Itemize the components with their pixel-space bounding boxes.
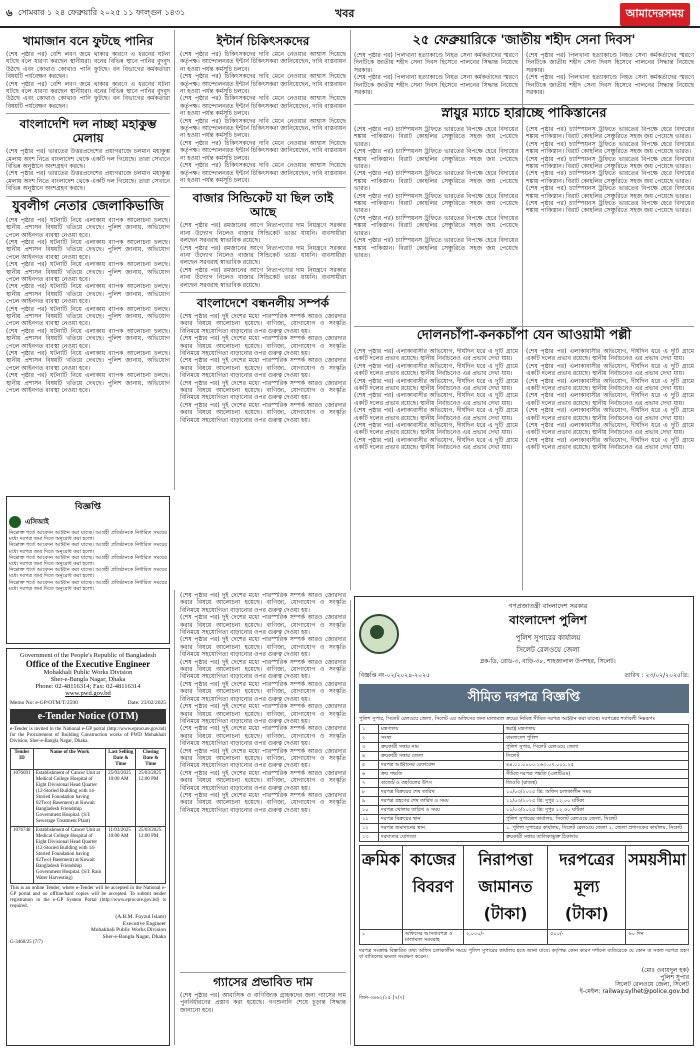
otm-cell: 25/03/2025 12:00 PM [136,769,166,826]
column-1 [6,32,170,492]
article-body-3e: (শেষ পৃষ্ঠার পর) ঘটনাটি নিয়ে এলাকায় ব্যাপক আলোচনা চলছে। স্থানীয় প্রশাসন বিষয়টি খতিয়ে দেখছে। পুলিশ জানায়, অভিযোগ পেলে আইনগত ব্যবস্থা নেওয়া হবে। [6,305,170,328]
otm-col-sell: Last Selling Date & Time [106,748,136,769]
police-item-table [359,845,689,945]
article-body-6g: (শেষ পৃষ্ঠার পর) দুই দেশের মধ্যে পারস্পরিক সম্পর্ক আরও জোরদার করার বিষয়ে আলোচনা হয়েছে। বাণিজ্য, যোগাযোগ ও সংস্কৃতি বিনিময়ে সহযোগিতা বাড়ানোর ওপর গুরুত্ব দেওয়া হয়। [180,614,346,637]
article-body-8d: (শেষ পৃষ্ঠার পর) চ্যাম্পিয়নস ট্রফিতে ভারতের বিপক্ষে হেরে বিদায়ের শঙ্কায় পাকিস্তান। বিরাট কোহলির সেঞ্চুরিতে সহজ জয় পেয়েছে ভারত। [354,192,518,215]
police-cell: ৫ [360,761,379,770]
article-body-6h: (শেষ পৃষ্ঠার পর) দুই দেশের মধ্যে পারস্পরিক সম্পর্ক আরও জোরদার করার বিষয়ে আলোচনা হয়েছে। বাণিজ্য, যোগাযোগ ও সংস্কৃতি বিনিময়ে সহযোগিতা বাড়ানোর ওপর গুরুত্ব দেওয়া হয়। [180,636,346,659]
brand-logo: আমাদেরসময় [620,3,690,26]
article-body-9i: (শেষ পৃষ্ঠার পর) এলাকাবাসীর অভিযোগ, দীর্ঘদিন ধরে এ দুটি গ্রামে একটি দলের প্রভাব রয়েছে। স্থানীয় নির্বাচনেও এর প্রভাব দেখা যায়। [526,362,694,378]
table-row [360,779,689,788]
article-body-9f: (শেষ পৃষ্ঠার পর) এলাকাবাসীর অভিযোগ, দীর্ঘদিন ধরে এ দুটি গ্রামে একটি দলের প্রভাব রয়েছে। স্থানীয় নির্বাচনেও এর প্রভাব দেখা যায়। [354,422,518,437]
police-cell: বাজেট ও তহবিলের উৎস [379,779,504,788]
article-body-6: (শেষ পৃষ্ঠার পর) দুই দেশের মধ্যে পারস্পরিক সম্পর্ক আরও জোরদার করার বিষয়ে আলোচনা হয়েছে। বাণিজ্য, যোগাযোগ ও সংস্কৃতি বিনিময়ে সহযোগিতা বাড়ানোর ওপর গুরুত্ব দেওয়া হয়। [180,312,346,335]
police-cell: ১৩ [360,833,379,842]
article-body-8k: (শেষ পৃষ্ঠার পর) চ্যাম্পিয়নস ট্রফিতে ভারতের বিপক্ষে হেরে বিদায়ের শঙ্কায় পাকিস্তান। বিরাট কোহলির সেঞ্চুরিতে সহজ জয় পেয়েছে ভারত। [526,185,694,200]
article-body-6d: (শেষ পৃষ্ঠার পর) দুই দেশের মধ্যে পারস্পরিক সম্পর্ক আরও জোরদার করার বিষয়ে আলোচনা হয়েছে। বাণিজ্য, যোগাযোগ ও সংস্কৃতি বিনিময়ে সহযোগিতা বাড়ানোর ওপর গুরুত্ব দেওয়া হয়। [180,379,346,402]
article-body-4f: (শেষ পৃষ্ঠার পর) চিকিৎসকদের দাবি মেনে নেওয়ার আশ্বাস দিয়েছে কর্তৃপক্ষ। আন্দোলনরত ইন্টার্ন চিকিৎসকরা জানিয়েছেন, দাবি বাস্তবায়ন না হওয়া পর্যন্ত কর্মসূচি চলবে। [180,162,346,184]
article-body-9h: (শেষ পৃষ্ঠার পর) এলাকাবাসীর অভিযোগ, দীর্ঘদিন ধরে এ দুটি গ্রামে একটি দলের প্রভাব রয়েছে। স্থানীয় নির্বাচনেও এর প্রভাব দেখা যায়। [526,348,694,363]
article-body-7b: (শেষ পৃষ্ঠার পর) পিলখানা হত্যাকাণ্ডে নিহত সেনা কর্মকর্তাদের স্মরণে দিনটিকে জাতীয় শহীদ সেনা দিবস হিসেবে পালনের সিদ্ধান্ত নিয়েছে সরকার। [354,74,518,97]
police-info-table [359,724,689,842]
police-office: পুলিশ সুপারের কার্যালয় [515,634,581,642]
police-cell: ৩ [360,743,379,752]
ad-lines-4: নিম্নোক্ত শর্তে আবেদন আহ্বান করা যাচ্ছে। আগ্রহী প্রতিষ্ঠানকে নির্ধারিত সময়ের মধ্যে দরপত্র জমা দিতে অনুরোধ করা হলো। [9,567,167,580]
article-body-6b: (শেষ পৃষ্ঠার পর) দুই দেশের মধ্যে পারস্পরিক সম্পর্ক আরও জোরদার করার বিষয়ে আলোচনা হয়েছে। বাণিজ্য, যোগাযোগ ও সংস্কৃতি বিনিময়ে সহযোগিতা বাড়ানোর ওপর গুরুত্ব দেওয়া হয়। [180,335,346,357]
police-memo: বিজ্ঞপ্তি নং-০২/২০২৪-২০২৫ [359,672,430,679]
police-cell: ৪৪.০১.০০০০.১৬৩.০৭.০০১.২৫ [504,761,689,770]
table-row [360,743,689,752]
article-body-9e: (শেষ পৃষ্ঠার পর) এলাকাবাসীর অভিযোগ, দীর্ঘদিন ধরে এ দুটি গ্রামে একটি দলের প্রভাব রয়েছে। স্থানীয় নির্বাচনেও এর প্রভাব দেখা যায়। [354,407,518,422]
article-body-2: (শেষ পৃষ্ঠার পর) ভারতের উত্তরপ্রদেশের প্রয়াগরাজে চলমান মহাকুম্ভ মেলায় অংশ নিতে বাংলাদেশ থেকে একটি দল গিয়েছে। তারা সেখানে বিভিন্ন অনুষ্ঠানে অংশগ্রহণ করছে। [6,148,170,171]
item-col-security: নিরাপত্তা জামানত (টাকা) [463,846,547,930]
ad-company: এসিআই [25,518,49,526]
article-body-8: (শেষ পৃষ্ঠার পর) চ্যাম্পিয়নস ট্রফিতে ভারতের বিপক্ষে হেরে বিদায়ের শঙ্কায় পাকিস্তান। বিরাট কোহলির সেঞ্চুরিতে সহজ জয় পেয়েছে ভারত। [354,126,518,148]
police-cell: ১ [360,725,379,734]
headline-10: গ্যাসের প্রভাবিত দাম [213,975,313,989]
item-cell: ৫০০/- [548,930,626,945]
table-row [360,761,689,770]
column-3b [354,126,518,326]
police-cell: দরপত্র বিক্রয়ের স্থান [379,815,504,824]
article-body-6f: (শেষ পৃষ্ঠার পর) দুই দেশের মধ্যে পারস্পরিক সম্পর্ক আরও জোরদার করার বিষয়ে আলোচনা হয়েছে। বাণিজ্য, যোগাযোগ ও সংস্কৃতি বিনিময়ে সহযোগিতা বাড়ানোর ওপর গুরুত্ব দেওয়া হয়। [180,592,346,614]
otm-sign-addr: Sher-e-Bangla Nagar, Dhaka [102,933,166,940]
headline-4: ইন্টার্ন চিকিৎসকদের [216,34,310,48]
police-cell: ক্রয়কারী সত্তার জেলা [379,752,504,761]
article-body-4b: (শেষ পৃষ্ঠার পর) চিকিৎসকদের দাবি মেনে নেওয়ার আশ্বাস দিয়েছে কর্তৃপক্ষ। আন্দোলনরত ইন্টার্ন চিকিৎসকরা জানিয়েছেন, দাবি বাস্তবায়ন না হওয়া পর্যন্ত কর্মসূচি চলবে। [180,73,346,96]
article-body-9l: (শেষ পৃষ্ঠার পর) এলাকাবাসীর অভিযোগ, দীর্ঘদিন ধরে এ দুটি গ্রামে একটি দলের প্রভাব রয়েছে। স্থানীয় নির্বাচনেও এর প্রভাব দেখা যায়। [526,407,694,422]
police-org: বাংলাদেশ পুলিশ [509,613,587,627]
article-body-9k: (শেষ পৃষ্ঠার পর) এলাকাবাসীর অভিযোগ, দীর্ঘদিন ধরে এ দুটি গ্রামে একটি দলের প্রভাব রয়েছে। স্থানীয় নির্বাচনেও এর প্রভাব দেখা যায়। [526,392,694,407]
column-4a [526,52,694,104]
article-body-3b: (শেষ পৃষ্ঠার পর) ঘটনাটি নিয়ে এলাকায় ব্যাপক আলোচনা চলছে। স্থানীয় প্রশাসন বিষয়টি খতিয়ে দেখছে। পুলিশ জানায়, অভিযোগ পেলে আইনগত ব্যবস্থা নেওয়া হবে। [6,238,170,261]
table-row [360,752,689,761]
table-row [360,815,689,824]
otm-memo: Memo No: e-GP/OTM/T/2590 [10,700,78,706]
article-body-8b: (শেষ পৃষ্ঠার পর) চ্যাম্পিয়নস ট্রফিতে ভারতের বিপক্ষে হেরে বিদায়ের শঙ্কায় পাকিস্তান। বিরাট কোহলির সেঞ্চুরিতে সহজ জয় পেয়েছে ভারত। [354,148,518,171]
table-row [360,797,689,806]
police-ref: জিন-৩৪৬২/২৫ (৭/৭) [359,994,405,1001]
article-body-8j: (শেষ পৃষ্ঠার পর) চ্যাম্পিয়নস ট্রফিতে ভারতের বিপক্ষে হেরে বিদায়ের শঙ্কায় পাকিস্তান। বিরাট কোহলির সেঞ্চুরিতে সহজ জয় পেয়েছে ভারত। [526,170,694,185]
police-sign-name: (মোঃ ওবায়দুল হক) [641,966,689,974]
table-row [360,788,689,797]
otm-cell: Establishment of Cancer Unit at Medical College Hospital of Eight Divisional Head Quarter (12-Storied Building with 14-Storied Foundation having 02Two) Basement) at Kuwait Bangladesh Friendship Government Hospital. (S/I: Sewerage Treatment Plant) [33,769,105,826]
police-tender-notice [354,596,694,1046]
headline-9: দোলনচাঁপা-কনকচাঁপা যেন আওয়ামী পল্লী [416,328,632,343]
ad-notice-left [6,496,170,644]
page-number: ৬ [6,8,13,19]
article-gas [180,972,346,1047]
police-date: তারিখ : ২৩/০২/২০২৫খ্রি: [624,672,689,679]
otm-address: Sher-e-Bangla Nagar, Dhaka [50,676,126,683]
ad-title: বিজ্ঞপ্তি [74,502,102,512]
item-col-serial: ক্রমিক [360,846,403,930]
article-body-8e: (শেষ পৃষ্ঠার পর) চ্যাম্পিয়নস ট্রফিতে ভারতের বিপক্ষে হেরে বিদায়ের শঙ্কায় পাকিস্তান। বিরাট কোহলির সেঞ্চুরিতে সহজ জয় পেয়েছে ভারত। [354,214,518,237]
otm-date: Date: 23/02/2025 [127,700,166,706]
article-body-9j: (শেষ পৃষ্ঠার পর) এলাকাবাসীর অভিযোগ, দীর্ঘদিন ধরে এ দুটি গ্রামে একটি দলের প্রভাব রয়েছে। স্থানীয় নির্বাচনেও এর প্রভাব দেখা যায়। [526,377,694,393]
ad-lines-2: নিম্নোক্ত শর্তে আবেদন আহ্বান করা যাচ্ছে। আগ্রহী প্রতিষ্ঠানকে নির্ধারিত সময়ের মধ্যে দরপত্র জমা দিতে অনুরোধ করা হলো। [9,542,167,555]
police-sign-unit: সিলেট রেলওয়ে জেলা, সিলেট [615,980,689,988]
otm-cell: Establishment of Cancer Unit at Medical College Hospital of Eight Divisional Head Quarter (12-Storied Building with 14-Storied Foundation having 02Two) Basement) at Kuwait Bangladesh Friendship Government Hospital. (S/I: Rain Water Harvesting) [33,826,105,883]
table-row [360,824,689,833]
article-body-9n: (শেষ পৃষ্ঠার পর) এলাকাবাসীর অভিযোগ, দীর্ঘদিন ধরে এ দুটি গ্রামে একটি দলের প্রভাব রয়েছে। স্থানীয় নির্বাচনেও এর প্রভাব দেখা যায়। [526,436,694,452]
headline-3: যুবলীগ নেতার জেলাকিভাজি [12,198,164,214]
article-body-1b: (শেষ পৃষ্ঠার পর) বেশি লবণ জমে থাকার কারণে এ ধরনের ঘটনা ঘটছে বলে ধারণা করছেন স্থানীয়রা। বনের বিভিন্ন স্থানে পানির বুদবুদ উঠছে এবং কোথাও কোথাও পানি ফুটছে। বন বিভাগের কর্মকর্তারা বিষয়টি পর্যবেক্ষণ করছেন। [6,80,170,110]
police-cell: দরপত্র জমাদানের স্থান [379,824,504,833]
article-body-6l: (শেষ পৃষ্ঠার পর) দুই দেশের মধ্যে পারস্পরিক সম্পর্ক আরও জোরদার করার বিষয়ে আলোচনা হয়েছে। বাণিজ্য, যোগাযোগ ও সংস্কৃতি বিনিময়ে সহযোগিতা বাড়ানোর ওপর গুরুত্ব দেওয়া হয়। [180,725,346,748]
article-body-8c: (শেষ পৃষ্ঠার পর) চ্যাম্পিয়নস ট্রফিতে ভারতের বিপক্ষে হেরে বিদায়ের শঙ্কায় পাকিস্তান। বিরাট কোহলির সেঞ্চুরিতে সহজ জয় পেয়েছে ভারত। [354,170,518,193]
column-2 [180,32,346,588]
otm-sign-div: Mohakhali Public Works Division [90,927,166,934]
article-body-7d: (শেষ পৃষ্ঠার পর) পিলখানা হত্যাকাণ্ডে নিহত সেনা কর্মকর্তাদের স্মরণে দিনটিকে জাতীয় শহীদ সেনা দিবস হিসেবে পালনের সিদ্ধান্ত নিয়েছে সরকার। [526,74,694,97]
police-cell: ২ [360,734,379,743]
headline-5: বাজার সিন্ডিকেট যা ছিল তাই আছে [192,191,334,220]
article-body-6c: (শেষ পৃষ্ঠার পর) দুই দেশের মধ্যে পারস্পরিক সম্পর্ক আরও জোরদার করার বিষয়ে আলোচনা হয়েছে। বাণিজ্য, যোগাযোগ ও সংস্কৃতি বিনিময়ে সহযোগিতা বাড়ানোর ওপর গুরুত্ব দেওয়া হয়। [180,357,346,380]
police-cell: দরপত্র গ্রহণের শেষ তারিখ ও সময় [379,797,504,806]
table-row [360,725,689,734]
otm-office: Office of the Executive Engineer [25,659,151,669]
table-row [360,930,689,945]
police-cell: ক্রয়কারী সত্তার তালিকাভুক্ত ঠিকাদার [504,833,689,842]
otm-division: Mohakhali Public Works Division [43,669,133,676]
ad-lines: নিম্নোক্ত শর্তে আবেদন আহ্বান করা যাচ্ছে। আগ্রহী প্রতিষ্ঠানকে নির্ধারিত সময়ের মধ্যে দরপত্র জমা দিতে অনুরোধ করা হলো। [9,530,167,543]
article-body-9m: (শেষ পৃষ্ঠার পর) এলাকাবাসীর অভিযোগ, দীর্ঘদিন ধরে এ দুটি গ্রামে একটি দলের প্রভাব রয়েছে। স্থানীয় নির্বাচনেও এর প্রভাব দেখা যায়। [526,422,694,437]
police-cell: দরপত্র বিক্রয়ের শেষ তারিখ [379,788,504,797]
article-body-4e: (শেষ পৃষ্ঠার পর) চিকিৎসকদের দাবি মেনে নেওয়ার আশ্বাস দিয়েছে কর্তৃপক্ষ। আন্দোলনরত ইন্টার্ন চিকিৎসকরা জানিয়েছেন, দাবি বাস্তবায়ন না হওয়া পর্যন্ত কর্মসূচি চলবে। [180,139,346,162]
police-gov: গণপ্রজাতন্ত্রী বাংলাদেশ সরকার [508,602,588,610]
article-body-10: (শেষ পৃষ্ঠার পর) আবাসিক ও বাণিজ্যিক গ্রাহকদের জন্য গ্যাসের দাম পুনর্নির্ধারণের প্রস্তাব করা হয়েছে। গণশুনানি শেষে চূড়ান্ত সিদ্ধান্ত জানানো হবে। [180,992,346,1014]
otm-cell: 25/03/2025 12:00 PM [136,826,166,883]
otm-cell: 25/03/2025 10:00 AM [106,769,136,826]
article-body-5b: (শেষ পৃষ্ঠার পর) রমজানের আগে নিত্যপণ্যের দাম নিয়ন্ত্রণে সরকার নানা উদ্যোগ নিলেও বাজার সিন্ডিকেট ভাঙা যায়নি। ব্যবসায়ীরা বলছেন সরবরাহ স্বাভাবিক রয়েছে। [180,244,346,267]
police-cell: ১২ [360,824,379,833]
item-col-price: দরপত্রের মূল্য (টাকা) [548,846,626,930]
article-body-9g: (শেষ পৃষ্ঠার পর) এলাকাবাসীর অভিযোগ, দীর্ঘদিন ধরে এ দুটি গ্রামে একটি দলের প্রভাব রয়েছে। স্থানীয় নির্বাচনেও এর প্রভাব দেখা যায়। [354,436,518,452]
police-cell: ১. পুলিশ সুপারের কার্যালয়, সিলেট রেলওয়ে জেলা ২. জেলা প্রশাসকের কার্যালয়, সিলেট [504,824,689,833]
company-logo-icon [9,516,21,528]
article-body-7c: (শেষ পৃষ্ঠার পর) পিলখানা হত্যাকাণ্ডে নিহত সেনা কর্মকর্তাদের স্মরণে দিনটিকে জাতীয় শহীদ সেনা দিবস হিসেবে পালনের সিদ্ধান্ত নিয়েছে সরকার। [526,52,694,74]
otm-sign-title: Executive Engineer [122,920,166,927]
article-body-5: (শেষ পৃষ্ঠার পর) রমজানের আগে নিত্যপণ্যের দাম নিয়ন্ত্রণে সরকার নানা উদ্যোগ নিলেও বাজার সিন্ডিকেট ভাঙা যায়নি। ব্যবসায়ীরা বলছেন সরবরাহ স্বাভাবিক রয়েছে। [180,222,346,245]
article-body-8f: (শেষ পৃষ্ঠার পর) চ্যাম্পিয়নস ট্রফিতে ভারতের বিপক্ষে হেরে বিদায়ের শঙ্কায় পাকিস্তান। বিরাট কোহলির সেঞ্চুরিতে সহজ জয় পেয়েছে ভারত। [354,237,518,259]
police-cell: ৯ [360,797,379,806]
police-cell: বাংলাদেশ পুলিশ [504,734,689,743]
article-body-3g: (শেষ পৃষ্ঠার পর) ঘটনাটি নিয়ে এলাকায় ব্যাপক আলোচনা চলছে। স্থানীয় প্রশাসন বিষয়টি খতিয়ে দেখছে। পুলিশ জানায়, অভিযোগ পেলে আইনগত ব্যবস্থা নেওয়া হবে। [6,350,170,372]
article-body-8h: (শেষ পৃষ্ঠার পর) চ্যাম্পিয়নস ট্রফিতে ভারতের বিপক্ষে হেরে বিদায়ের শঙ্কায় পাকিস্তান। বিরাট কোহলির সেঞ্চুরিতে সহজ জয় পেয়েছে ভারত। [526,140,694,156]
headline-1: খামাজান বনে ফুটছে পানির [22,34,154,48]
column-3c [354,348,518,588]
item-cell: অফিসের আসবাবপত্র ও মালামাল সরবরাহ [403,930,464,945]
article-body-4: (শেষ পৃষ্ঠার পর) চিকিৎসকদের দাবি মেনে নেওয়ার আশ্বাস দিয়েছে কর্তৃপক্ষ। আন্দোলনরত ইন্টার্ন চিকিৎসকরা জানিয়েছেন, দাবি বাস্তবায়ন না হওয়া পর্যন্ত কর্মসূচি চলবে। [180,51,346,73]
police-cell: ক্রয়কারী সত্তার নাম [379,743,504,752]
otm-col-id: Tender ID [11,748,34,769]
police-cell: ১১/০৩/২০২৫ খ্রি: দুপুর ১২.০০ ঘটিকা [504,797,689,806]
police-addr: ব্লক-ডি, রোড-৩, বাড়ি-৩৮, শাহজালাল উপশহর, সিলেট। [480,658,616,665]
police-cell: সিলেট [504,752,689,761]
ad-lines-3: নিম্নোক্ত শর্তে আবেদন আহ্বান করা যাচ্ছে। আগ্রহী প্রতিষ্ঠানকে নির্ধারিত সময়ের মধ্যে দরপত্র জমা দিতে অনুরোধ করা হলো। [9,554,167,568]
otm-web[interactable]: www.pwd.gov.bd [65,690,111,697]
column-2-bottom [180,592,346,968]
table-row [360,806,689,815]
police-cell: ১০ [360,806,379,815]
police-cell: ক্রয় পদ্ধতি [379,770,504,779]
article-body-7: (শেষ পৃষ্ঠার পর) পিলখানা হত্যাকাণ্ডে নিহত সেনা কর্মকর্তাদের স্মরণে দিনটিকে জাতীয় শহীদ সেনা দিবস হিসেবে পালনের সিদ্ধান্ত নিয়েছে সরকার। [354,52,518,74]
table-row [11,826,166,883]
otm-banner: e-Tender Notice (OTM) [10,709,166,724]
police-cell: জিওবি (রাজস্ব) [504,779,689,788]
otm-table [10,748,166,884]
police-cell: দরদাতার যোগ্যতা [379,833,504,842]
police-cell: ৪ [360,752,379,761]
table-row [360,770,689,779]
column-4b [526,126,694,326]
police-cell: পুলিশ সুপার, সিলেট রেলওয়ে জেলা [504,743,689,752]
article-body-6e: (শেষ পৃষ্ঠার পর) দুই দেশের মধ্যে পারস্পরিক সম্পর্ক আরও জোরদার করার বিষয়ে আলোচনা হয়েছে। বাণিজ্য, যোগাযোগ ও সংস্কৃতি বিনিময়ে সহযোগিতা বাড়ানোর ওপর গুরুত্ব দেওয়া হয়। [180,401,346,424]
article-body-6j: (শেষ পৃষ্ঠার পর) দুই দেশের মধ্যে পারস্পরিক সম্পর্ক আরও জোরদার করার বিষয়ে আলোচনা হয়েছে। বাণিজ্য, যোগাযোগ ও সংস্কৃতি বিনিময়ে সহযোগিতা বাড়ানোর ওপর গুরুত্ব দেওয়া হয়। [180,680,346,703]
police-sign-contact: ই-মেইল: railway.sylhet@police.gov.bd [579,987,689,995]
article-body-8i: (শেষ পৃষ্ঠার পর) চ্যাম্পিয়নস ট্রফিতে ভারতের বিপক্ষে হেরে বিদায়ের শঙ্কায় পাকিস্তান। বিরাট কোহলির সেঞ্চুরিতে সহজ জয় পেয়েছে ভারত। [526,155,694,171]
item-col-desc: কাজের বিবরণ [403,846,464,930]
headline-6: বাংলাদেশে বন্ধনলীয় সম্পর্ক [196,295,330,310]
ad-lines-5: নিম্নোক্ত শর্তে আবেদন আহ্বান করা যাচ্ছে। আগ্রহী প্রতিষ্ঠানকে নির্ধারিত সময়ের মধ্যে দরপত্র জমা দিতে অনুরোধ করা হলো। [9,579,167,592]
police-cell: দরপত্র আহ্বানের রেফারেন্স [379,761,504,770]
otm-ref: G-3460/25 (7/7) [10,940,43,946]
article-body-6k: (শেষ পৃষ্ঠার পর) দুই দেশের মধ্যে পারস্পরিক সম্পর্ক আরও জোরদার করার বিষয়ে আলোচনা হয়েছে। বাণিজ্য, যোগাযোগ ও সংস্কৃতি বিনিময়ে সহযোগিতা বাড়ানোর ওপর গুরুত্ব দেওয়া হয়। [180,703,346,725]
otm-col-work: Name of the Work [33,748,105,769]
article-body-6m: (শেষ পৃষ্ঠার পর) দুই দেশের মধ্যে পারস্পরিক সম্পর্ক আরও জোরদার করার বিষয়ে আলোচনা হয়েছে। বাণিজ্য, যোগাযোগ ও সংস্কৃতি বিনিময়ে সহযোগিতা বাড়ানোর ওপর গুরুত্ব দেওয়া হয়। [180,747,346,770]
article-body-4c: (শেষ পৃষ্ঠার পর) চিকিৎসকদের দাবি মেনে নেওয়ার আশ্বাস দিয়েছে কর্তৃপক্ষ। আন্দোলনরত ইন্টার্ন চিকিৎসকরা জানিয়েছেন, দাবি বাস্তবায়ন না হওয়া পর্যন্ত কর্মসূচি চলবে। [180,95,346,118]
column-3a [354,52,518,104]
police-cell: সীমিত দরপত্র পদ্ধতি (এলটিএম) [504,770,689,779]
table-row [360,734,689,743]
article-body-9d: (শেষ পৃষ্ঠার পর) এলাকাবাসীর অভিযোগ, দীর্ঘদিন ধরে এ দুটি গ্রামে একটি দলের প্রভাব রয়েছে। স্থানীয় নির্বাচনেও এর প্রভাব দেখা যায়। [354,392,518,407]
article-body-3f: (শেষ পৃষ্ঠার পর) ঘটনাটি নিয়ে এলাকায় ব্যাপক আলোচনা চলছে। স্থানীয় প্রশাসন বিষয়টি খতিয়ে দেখছে। পুলিশ জানায়, অভিযোগ পেলে আইনগত ব্যবস্থা নেওয়া হবে। [6,327,170,350]
police-cell: সংস্থা [379,734,504,743]
police-cell: মন্ত্রণালয় [379,725,504,734]
headline-block-8 [354,104,694,125]
headline-block-9 [354,326,694,349]
section-name: খবর [335,7,355,20]
article-body-5c: (শেষ পৃষ্ঠার পর) রমজানের আগে নিত্যপণ্যের দাম নিয়ন্ত্রণে সরকার নানা উদ্যোগ নিলেও বাজার সিন্ডিকেট ভাঙা যায়নি। ব্যবসায়ীরা বলছেন সরবরাহ স্বাভাবিক রয়েছে। [180,266,346,289]
page-header [0,0,700,28]
article-body-9: (শেষ পৃষ্ঠার পর) এলাকাবাসীর অভিযোগ, দীর্ঘদিন ধরে এ দুটি গ্রামে একটি দলের প্রভাব রয়েছে। স্থানীয় নির্বাচনেও এর প্রভাব দেখা যায়। [354,348,518,363]
article-body-9c: (শেষ পৃষ্ঠার পর) এলাকাবাসীর অভিযোগ, দীর্ঘদিন ধরে এ দুটি গ্রামে একটি দলের প্রভাব রয়েছে। স্থানীয় নির্বাচনেও এর প্রভাব দেখা যায়। [354,377,518,393]
otm-cell: 1076691 [11,769,34,826]
police-sign-title: পুলিশ সুপার [660,973,689,981]
otm-footnote: This is an online Tender, where e-Tender will be accepted in the National e-GP portal and no offline/hard copies will be accepted. To submit tender registration in the e-GP System Portal (http://www.eprocure.gov.bd) is required. [10,885,166,910]
item-cell: ৬০ দিন [626,930,689,945]
otm-col-close: Closing Date & Time [136,748,166,769]
police-sub: সিলেট রেলওয়ে জেলা [516,646,580,654]
otm-sign-name: (A.B.M. Foyzul Islam) [115,914,166,921]
item-col-time: সময়সীমা [626,846,689,930]
police-notes: দরপত্র সংক্রান্ত বিস্তারিত তথ্য অফিস চলাকালীন সময়ে পুলিশ সুপারের কার্যালয় হতে জানা যাবে। কর্তৃপক্ষ কোন কারণ দর্শানো ব্যতিরেকে যে কোন বা সকল দরপত্র গ্রহণ বা বাতিলের ক্ষমতা সংরক্ষণ করেন। [359,948,689,961]
item-cell: ২,০০০/- [463,930,547,945]
otm-gov: Government of the People's Republic of Bangladesh [19,652,157,659]
headline-2: বাংলাদেশি দল নাচ্ছা মহাকুম্ভ মেলায় [19,117,157,146]
issue-date: সোমবার ১ ২৪ ফেব্রুয়ারি ২০২৫ ১১ ফাল্গুন ১৪৩১ [18,8,186,17]
article-body-3c: (শেষ পৃষ্ঠার পর) ঘটনাটি নিয়ে এলাকায় ব্যাপক আলোচনা চলছে। স্থানীয় প্রশাসন বিষয়টি খতিয়ে দেখছে। পুলিশ জানায়, অভিযোগ পেলে আইনগত ব্যবস্থা নেওয়া হবে। [6,261,170,283]
table-row [11,769,166,826]
article-body-4d: (শেষ পৃষ্ঠার পর) চিকিৎসকদের দাবি মেনে নেওয়ার আশ্বাস দিয়েছে কর্তৃপক্ষ। আন্দোলনরত ইন্টার্ন চিকিৎসকরা জানিয়েছেন, দাবি বাস্তবায়ন না হওয়া পর্যন্ত কর্মসূচি চলবে। [180,117,346,140]
article-body-1: (শেষ পৃষ্ঠার পর) বেশি লবণ জমে থাকার কারণে এ ধরনের ঘটনা ঘটছে বলে ধারণা করছেন স্থানীয়রা। বনের বিভিন্ন স্থানে পানির বুদবুদ উঠছে এবং কোথাও কোথাও পানি ফুটছে। বন বিভাগের কর্মকর্তারা বিষয়টি পর্যবেক্ষণ করছেন। [6,51,170,81]
headline-7: ২৫ ফেব্রুয়ারিকে 'জাতীয় শহীদ সেনা দিবস' [412,33,636,48]
otm-tender-notice [6,648,170,1046]
police-cell: ১১ [360,815,379,824]
article-body-8g: (শেষ পৃষ্ঠার পর) চ্যাম্পিয়নস ট্রফিতে ভারতের বিপক্ষে হেরে বিদায়ের শঙ্কায় পাকিস্তান। বিরাট কোহলির সেঞ্চুরিতে সহজ জয় পেয়েছে ভারত। [526,126,694,141]
police-cell: ১০/০৩/২০২৫ খ্রি: অফিস চলাকালীন সময় [504,788,689,797]
article-body-3: (শেষ পৃষ্ঠার পর) ঘটনাটি নিয়ে এলাকায় ব্যাপক আলোচনা চলছে। স্থানীয় প্রশাসন বিষয়টি খতিয়ে দেখছে। পুলিশ জানায়, অভিযোগ পেলে আইনগত ব্যবস্থা নেওয়া হবে। [6,216,170,239]
police-cell: ১১/০৩/২০২৫ খ্রি: দুপুর ১২.৩০ ঘটিকা [504,806,689,815]
police-cell: স্বরাষ্ট্র মন্ত্রণালয় [504,725,689,734]
headline-8: স্নায়ুর ম্যাচে হারাচ্ছে পাকিস্তানের [441,106,607,121]
otm-cell: 1076748 [11,826,34,883]
police-seal-icon [359,614,399,654]
article-body-3h: (শেষ পৃষ্ঠার পর) ঘটনাটি নিয়ে এলাকায় ব্যাপক আলোচনা চলছে। স্থানীয় প্রশাসন বিষয়টি খতিয়ে দেখছে। পুলিশ জানায়, অভিযোগ পেলে আইনগত ব্যবস্থা নেওয়া হবে। [6,372,170,395]
police-banner: সীমিত দরপত্র বিজ্ঞপ্তি [359,684,689,713]
article-body-8l: (শেষ পৃষ্ঠার পর) চ্যাম্পিয়নস ট্রফিতে ভারতের বিপক্ষে হেরে বিদায়ের শঙ্কায় পাকিস্তান। বিরাট কোহলির সেঞ্চুরিতে সহজ জয় পেয়েছে ভারত। [526,200,694,215]
column-4c [526,348,694,588]
table-row [360,833,689,842]
article-body-3d: (শেষ পৃষ্ঠার পর) ঘটনাটি নিয়ে এলাকায় ব্যাপক আলোচনা চলছে। স্থানীয় প্রশাসন বিষয়টি খতিয়ে দেখছে। পুলিশ জানায়, অভিযোগ পেলে আইনগত ব্যবস্থা নেওয়া হবে। [6,283,170,306]
article-body-6n: (শেষ পৃষ্ঠার পর) দুই দেশের মধ্যে পারস্পরিক সম্পর্ক আরও জোরদার করার বিষয়ে আলোচনা হয়েছে। বাণিজ্য, যোগাযোগ ও সংস্কৃতি বিনিময়ে সহযোগিতা বাড়ানোর ওপর গুরুত্ব দেওয়া হয়। [180,769,346,792]
police-cell: ৬ [360,770,379,779]
article-body-6o: (শেষ পৃষ্ঠার পর) দুই দেশের মধ্যে পারস্পরিক সম্পর্ক আরও জোরদার করার বিষয়ে আলোচনা হয়েছে। বাণিজ্য, যোগাযোগ ও সংস্কৃতি বিনিময়ে সহযোগিতা বাড়ানোর ওপর গুরুত্ব দেওয়া হয়। [180,791,346,814]
police-cell: ৭ [360,779,379,788]
otm-cell: 11/03/2025 10:00 AM [106,826,136,883]
article-body-6i: (শেষ পৃষ্ঠার পর) দুই দেশের মধ্যে পারস্পরিক সম্পর্ক আরও জোরদার করার বিষয়ে আলোচনা হয়েছে। বাণিজ্য, যোগাযোগ ও সংস্কৃতি বিনিময়ে সহযোগিতা বাড়ানোর ওপর গুরুত্ব দেওয়া হয়। [180,658,346,681]
article-body-9b: (শেষ পৃষ্ঠার পর) এলাকাবাসীর অভিযোগ, দীর্ঘদিন ধরে এ দুটি গ্রামে একটি দলের প্রভাব রয়েছে। স্থানীয় নির্বাচনেও এর প্রভাব দেখা যায়। [354,362,518,378]
police-cell: ৮ [360,788,379,797]
police-cell: দরপত্র খোলার তারিখ ও সময় [379,806,504,815]
otm-intro: e-Tender is invited in the National e-GP portal (http://www.eprocure.gov.bd) for the Procurement of Building Construction works of PWD Mohakhali Division, Sher-e-Bangla Nagar, Dhaka. [10,727,166,745]
item-cell: ১ [360,930,403,945]
article-body-2b: (শেষ পৃষ্ঠার পর) ভারতের উত্তরপ্রদেশের প্রয়াগরাজে চলমান মহাকুম্ভ মেলায় অংশ নিতে বাংলাদেশ থেকে একটি দল গিয়েছে। তারা সেখানে বিভিন্ন অনুষ্ঠানে অংশগ্রহণ করছে। [6,170,170,193]
otm-phone: Phone: 02-48116314; Fax: 02-48116314 [35,683,141,690]
police-intro: পুলিশ সুপার, সিলেট রেলওয়ে জেলা, সিলেট এর অফিসের জন্য মালামাল ক্রয়ের নিমিত্ত সীমিত দরপত্র আহ্বান করা যাচ্ছে। দরপত্রের শর্তাবলী নিম্নরূপঃ [359,716,656,722]
police-cell: পুলিশ সুপারের কার্যালয়, সিলেট রেলওয়ে জেলা, সিলেট [504,815,689,824]
